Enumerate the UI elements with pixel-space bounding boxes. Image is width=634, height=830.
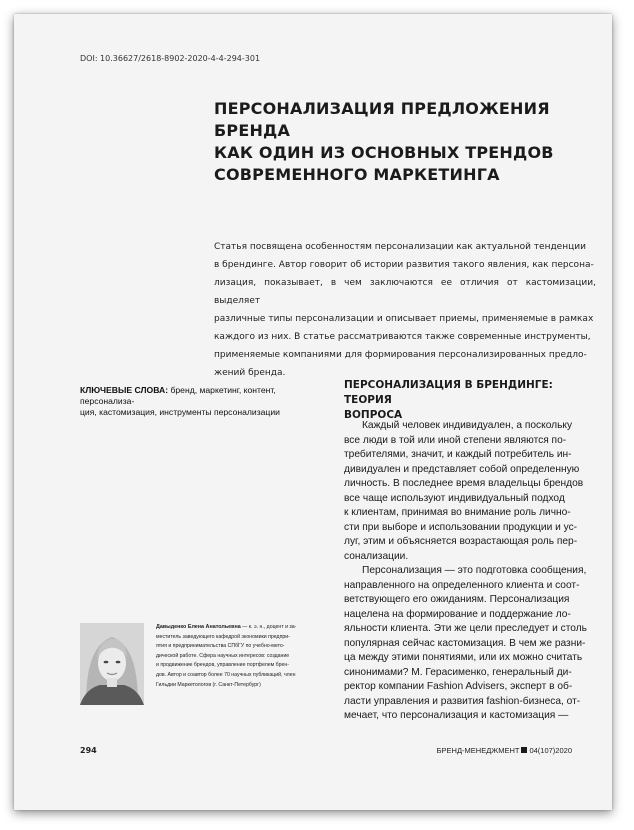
- author-photo: [80, 623, 144, 705]
- body-line: все люди в той или иной степени являются по-: [344, 434, 567, 446]
- body-line: личность. В последнее время владельцы брендов: [344, 478, 584, 489]
- doi-label: DOI: 10.36627/2618-8902-2020-4-4-294-301: [80, 54, 261, 63]
- section-title-line: ВОПРОСА: [344, 409, 403, 421]
- author-bio-line: Гильдии Маркетологов (г. Санкт-Петербург): [156, 681, 261, 688]
- abstract-line: каждого из них. В статье рассматриваются также современные инструменты,: [214, 332, 591, 342]
- title-line: СОВРЕМЕННОГО МАРКЕТИНГА: [214, 165, 500, 184]
- body-line: сти при выборе и использовании продукции и ус-: [344, 521, 578, 533]
- journal-issue: 04(107)2020: [529, 746, 572, 755]
- author-bio-line: дической работе. Сфера научных интересов: создание: [156, 652, 290, 659]
- square-icon: [521, 747, 527, 753]
- journal-footer: [437, 746, 572, 755]
- abstract-line: в брендинге. Автор говорит об истории развития такого явления, как персона-: [214, 260, 594, 270]
- keywords: [80, 385, 328, 418]
- paragraph: [344, 419, 596, 564]
- body-line: нацелена на формирование и поддержание ло-: [344, 608, 571, 620]
- author-name: Давыденко Елена Анатольевна: [156, 624, 241, 630]
- title-line: КАК ОДИН ИЗ ОСНОВНЫХ ТРЕНДОВ: [214, 143, 554, 162]
- body-line: ветствующего его ожиданиям. Персонализация: [344, 594, 570, 605]
- journal-page: [14, 14, 612, 810]
- abstract-line: жений бренда.: [214, 368, 286, 378]
- author-bio: [156, 623, 328, 690]
- body-line: мечает, что персонализация и кастомизация —: [344, 710, 569, 721]
- author-bio-line: дов. Автор и соавтор более 70 научных публикаций, член: [156, 671, 296, 678]
- body-line: Каждый человек индивидуален, а поскольку: [362, 420, 573, 431]
- body-line: направленного на определенного клиента и соот-: [344, 579, 580, 591]
- body-line: ректор компании Fashion Advisers, эксперт в об-: [344, 681, 573, 692]
- article-title: [214, 98, 594, 186]
- author-bio-line: и продвижение брендов, управление портфелем брен-: [156, 662, 289, 669]
- abstract-line: применяемые компаниями для формирования персонализированных предло-: [214, 350, 587, 360]
- body-line: все чаще используют индивидуальный подход: [344, 492, 565, 504]
- body-line: требителями, значит, и каждый потребитель ин-: [344, 449, 572, 460]
- body-line: ца между этими понятиями, или их можно считать: [344, 652, 583, 663]
- body-line: популярная сейчас кастомизация. В чем же разни-: [344, 637, 586, 649]
- author-bio-line: ятия и предпринимательства СПбГУ по учебно-мето-: [156, 643, 285, 650]
- author-portrait-icon: [80, 623, 144, 705]
- body-line: Персонализация — это подготовка сообщения,: [362, 565, 587, 576]
- title-line: ПЕРСОНАЛИЗАЦИЯ ПРЕДЛОЖЕНИЯ БРЕНДА: [214, 99, 550, 140]
- abstract-line: Статья посвящена особенностям персонализации как актуальной тенденции: [214, 242, 586, 252]
- journal-name: БРЕНД-МЕНЕДЖМЕНТ: [436, 746, 520, 755]
- body-line: синонимами? М. Герасименко, генеральный ди-: [344, 666, 572, 678]
- keywords-text: бренд, маркетинг, контент, персонализа-: [80, 385, 276, 406]
- body-line: сонализации.: [344, 550, 409, 562]
- keywords-label: КЛЮЧЕВЫЕ СЛОВА:: [80, 385, 169, 395]
- section-title: [344, 378, 594, 423]
- body-line: дивидуален и представляет собой определенную: [344, 463, 580, 475]
- body-line: луг, этим и объясняется возрастающая роль пер-: [344, 536, 578, 547]
- section-title-line: ПЕРСОНАЛИЗАЦИЯ В БРЕНДИНГЕ: ТЕОРИЯ: [344, 379, 553, 406]
- page-number: 294: [80, 746, 97, 755]
- body-line: к клиентам, принимая во внимание роль лично-: [344, 507, 571, 518]
- abstract-line: различные типы персонализации и описывает приемы, применяемые в рамках: [214, 314, 594, 324]
- abstract-line: лизация, показывает, в чем заключаются ее отличия от кастомизации, выделяет: [214, 278, 596, 306]
- body-line: яльности клиента. Эти же цели преследует и столь: [344, 623, 587, 634]
- keywords-text: ция, кастомизация, инструменты персонализации: [80, 407, 280, 417]
- abstract: [214, 238, 596, 382]
- body-line: ласти управления и развития fashion-бизнеса, от-: [344, 695, 581, 707]
- article-body: [344, 419, 596, 724]
- author-bio-line: — к. э. н., доцент и за-: [240, 624, 297, 630]
- paragraph: [344, 564, 596, 724]
- author-bio-line: меститель заведующего кафедрой экономики предпри-: [156, 633, 290, 640]
